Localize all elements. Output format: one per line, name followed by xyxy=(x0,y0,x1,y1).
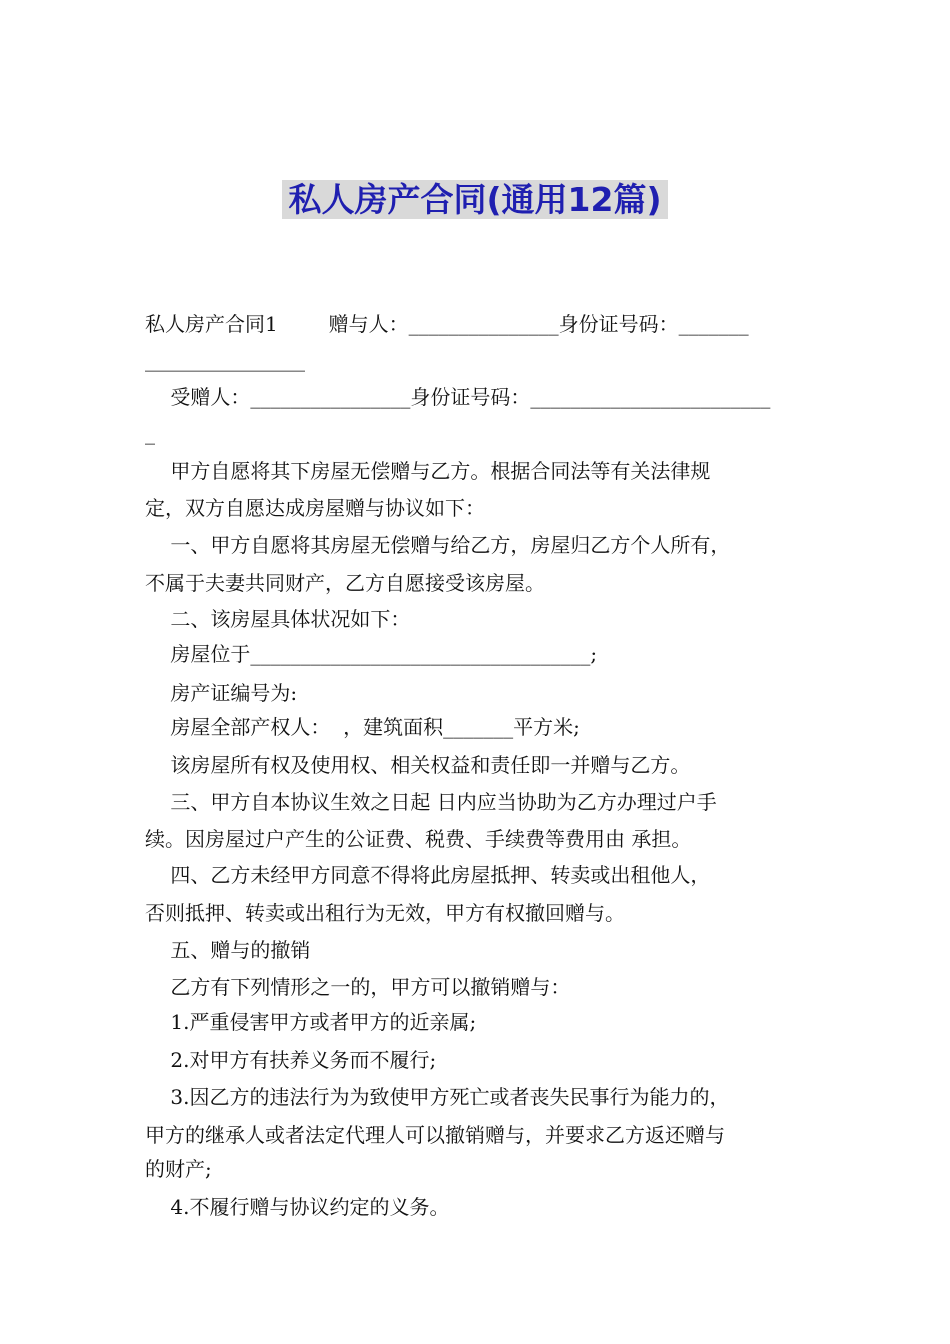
text-line: 四、乙方未经甲方同意不得将此房屋抵押、转卖或出租他人， xyxy=(145,863,711,887)
text-line: 三、甲方自本协议生效之日起 日内应当协助为乙方办理过户手 xyxy=(145,790,717,814)
text-line: 二、该房屋具体状况如下： xyxy=(145,607,411,631)
text-line: 房屋全部产权人： ，建筑面积_______平方米; xyxy=(145,715,580,739)
text-line: 甲方的继承人或者法定代理人可以撤销赠与，并要求乙方返还赠与 xyxy=(145,1123,725,1147)
text-line: 私人房产合同1 赠与人：_______________身份证号码：_______ xyxy=(145,312,749,336)
text-line: 否则抵押、转卖或出租行为无效，甲方有权撤回赠与。 xyxy=(145,901,625,925)
text-line: 定，双方自愿达成房屋赠与协议如下： xyxy=(145,496,485,520)
document-title-text: 私人房产合同(通用12篇) xyxy=(282,180,667,219)
text-line: 乙方有下列情形之一的，甲方可以撤销赠与： xyxy=(145,975,571,999)
text-line: 房屋位于__________________________________; xyxy=(145,642,598,666)
text-line: 3.因乙方的违法行为为致使甲方死亡或者丧失民事行为能力的， xyxy=(145,1085,730,1109)
text-line: 不属于夫妻共同财产，乙方自愿接受该房屋。 xyxy=(145,571,545,595)
text-line: 1.严重侵害甲方或者甲方的近亲属; xyxy=(145,1010,477,1034)
text-line: ________________ xyxy=(145,348,305,372)
text-line: 五、赠与的撤销 xyxy=(145,938,311,962)
text-line: _ xyxy=(145,421,155,445)
text-line: 房产证编号为: xyxy=(145,681,298,705)
document-title xyxy=(0,178,950,222)
text-line: 2.对甲方有扶养义务而不履行; xyxy=(145,1048,437,1072)
text-line: 甲方自愿将其下房屋无偿赠与乙方。根据合同法等有关法律规 xyxy=(145,459,711,483)
text-line: 续。因房屋过户产生的公证费、税费、手续费等费用由 承担。 xyxy=(145,827,692,851)
text-line: 一、甲方自愿将其房屋无偿赠与给乙方，房屋归乙方个人所有， xyxy=(145,533,731,557)
text-line: 该房屋所有权及使用权、相关权益和责任即一并赠与乙方。 xyxy=(145,753,691,777)
text-line: 的财产; xyxy=(145,1157,212,1181)
text-line: 受赠人：________________身份证号码：________________________ xyxy=(145,385,771,409)
text-line: 4.不履行赠与协议约定的义务。 xyxy=(145,1195,450,1219)
